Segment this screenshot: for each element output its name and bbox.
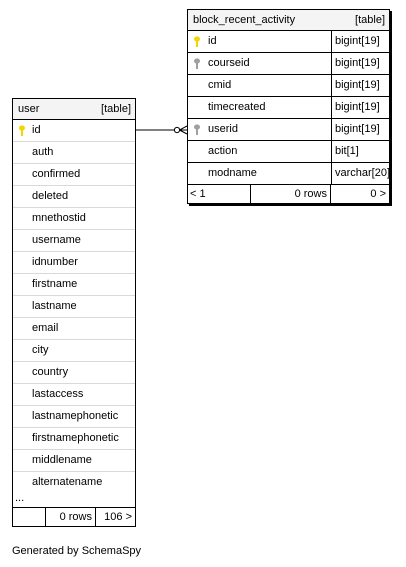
user-column-name: firstname bbox=[32, 278, 78, 290]
block-recent-activity-column-name: timecreated bbox=[208, 101, 266, 113]
block-recent-activity-footer-children: 0 > bbox=[370, 188, 386, 200]
foreign-key-icon bbox=[193, 124, 201, 136]
user-table-name: user bbox=[18, 103, 40, 115]
user-column-name: firstnamephonetic bbox=[32, 432, 119, 444]
block-recent-activity-column-name: action bbox=[208, 145, 238, 157]
user-column-alternatename bbox=[13, 472, 135, 494]
block-recent-activity-table bbox=[187, 9, 390, 204]
user-column-name: mnethostid bbox=[32, 212, 86, 224]
block-recent-activity-table-columns bbox=[188, 31, 389, 185]
user-column-name: alternatename bbox=[32, 476, 103, 488]
user-column-name: lastnamephonetic bbox=[32, 410, 119, 422]
user-column-name: middlename bbox=[32, 454, 92, 466]
block-recent-activity-column-type: bigint[19] bbox=[331, 119, 389, 140]
user-column-lastaccess bbox=[13, 384, 135, 406]
relationship-crowfoot-top bbox=[180, 126, 188, 130]
user-column-country bbox=[13, 362, 135, 384]
user-column-name: city bbox=[32, 344, 49, 356]
block-recent-activity-column-type: bigint[19] bbox=[331, 53, 389, 74]
user-column-middlename bbox=[13, 450, 135, 472]
user-column-idnumber bbox=[13, 252, 135, 274]
user-column-confirmed bbox=[13, 164, 135, 186]
block-recent-activity-column-name: cmid bbox=[208, 79, 232, 91]
block-recent-activity-footer-rows: 0 rows bbox=[251, 185, 331, 203]
user-column-name: auth bbox=[32, 146, 54, 158]
block-recent-activity-column-cmid bbox=[188, 75, 389, 97]
user-column-username bbox=[13, 230, 135, 252]
user-column-mnethostid bbox=[13, 208, 135, 230]
block-recent-activity-column-type: bigint[19] bbox=[331, 31, 389, 52]
block-recent-activity-column-type: bigint[19] bbox=[331, 75, 389, 96]
block-recent-activity-column-name: modname bbox=[208, 167, 257, 179]
user-column-name: email bbox=[32, 322, 59, 334]
block-recent-activity-column-modname bbox=[188, 163, 389, 185]
user-table-footer-children: 106 > bbox=[104, 511, 132, 523]
relationship-optional-circle bbox=[174, 127, 179, 132]
block-recent-activity-column-type: bit[1] bbox=[331, 141, 389, 162]
user-column-name: confirmed bbox=[32, 168, 81, 180]
user-column-name: deleted bbox=[32, 190, 69, 202]
block-recent-activity-table-kind: [table] bbox=[355, 14, 385, 26]
user-column-city bbox=[13, 340, 135, 362]
user-column-id bbox=[13, 120, 135, 142]
user-column-lastnamephonetic bbox=[13, 406, 135, 428]
block-recent-activity-table-header bbox=[188, 10, 389, 31]
user-table-columns bbox=[13, 120, 135, 494]
block-recent-activity-column-name: id bbox=[208, 35, 217, 47]
user-column-name: lastname bbox=[32, 300, 77, 312]
generator-credit: Generated by SchemaSpy bbox=[12, 545, 142, 557]
user-table-footer-parents bbox=[13, 508, 46, 526]
foreign-key-icon bbox=[193, 58, 201, 70]
user-table-ellipsis: ... bbox=[15, 492, 25, 504]
user-column-lastname bbox=[13, 296, 135, 318]
block-recent-activity-table-footer bbox=[188, 185, 389, 203]
block-recent-activity-column-name: courseid bbox=[208, 57, 250, 69]
user-column-deleted bbox=[13, 186, 135, 208]
user-table-more-columns bbox=[13, 494, 135, 508]
relationship-crowfoot-bottom bbox=[180, 130, 188, 134]
block-recent-activity-table-name: block_recent_activity bbox=[193, 14, 296, 26]
user-column-name: country bbox=[32, 366, 69, 378]
block-recent-activity-column-id bbox=[188, 31, 389, 53]
block-recent-activity-column-courseid bbox=[188, 53, 389, 75]
user-column-name: lastaccess bbox=[32, 388, 84, 400]
user-column-firstname bbox=[13, 274, 135, 296]
user-column-name: id bbox=[32, 124, 41, 136]
user-column-auth bbox=[13, 142, 135, 164]
user-table bbox=[12, 98, 136, 527]
user-column-email bbox=[13, 318, 135, 340]
user-table-footer-rows: 0 rows bbox=[46, 508, 96, 526]
block-recent-activity-column-action bbox=[188, 141, 389, 163]
block-recent-activity-column-type: varchar[20] bbox=[331, 163, 389, 184]
primary-key-icon bbox=[18, 125, 26, 137]
user-column-name: idnumber bbox=[32, 256, 78, 268]
block-recent-activity-column-timecreated bbox=[188, 97, 389, 119]
user-column-name: username bbox=[32, 234, 81, 246]
block-recent-activity-column-type: bigint[19] bbox=[331, 97, 389, 118]
block-recent-activity-column-userid bbox=[188, 119, 389, 141]
user-table-header bbox=[13, 99, 135, 120]
block-recent-activity-column-name: userid bbox=[208, 123, 238, 135]
block-recent-activity-footer-parents: < 1 bbox=[188, 185, 251, 203]
user-table-kind: [table] bbox=[101, 103, 131, 115]
user-table-footer bbox=[13, 508, 135, 526]
primary-key-icon bbox=[193, 36, 201, 48]
user-column-firstnamephonetic bbox=[13, 428, 135, 450]
